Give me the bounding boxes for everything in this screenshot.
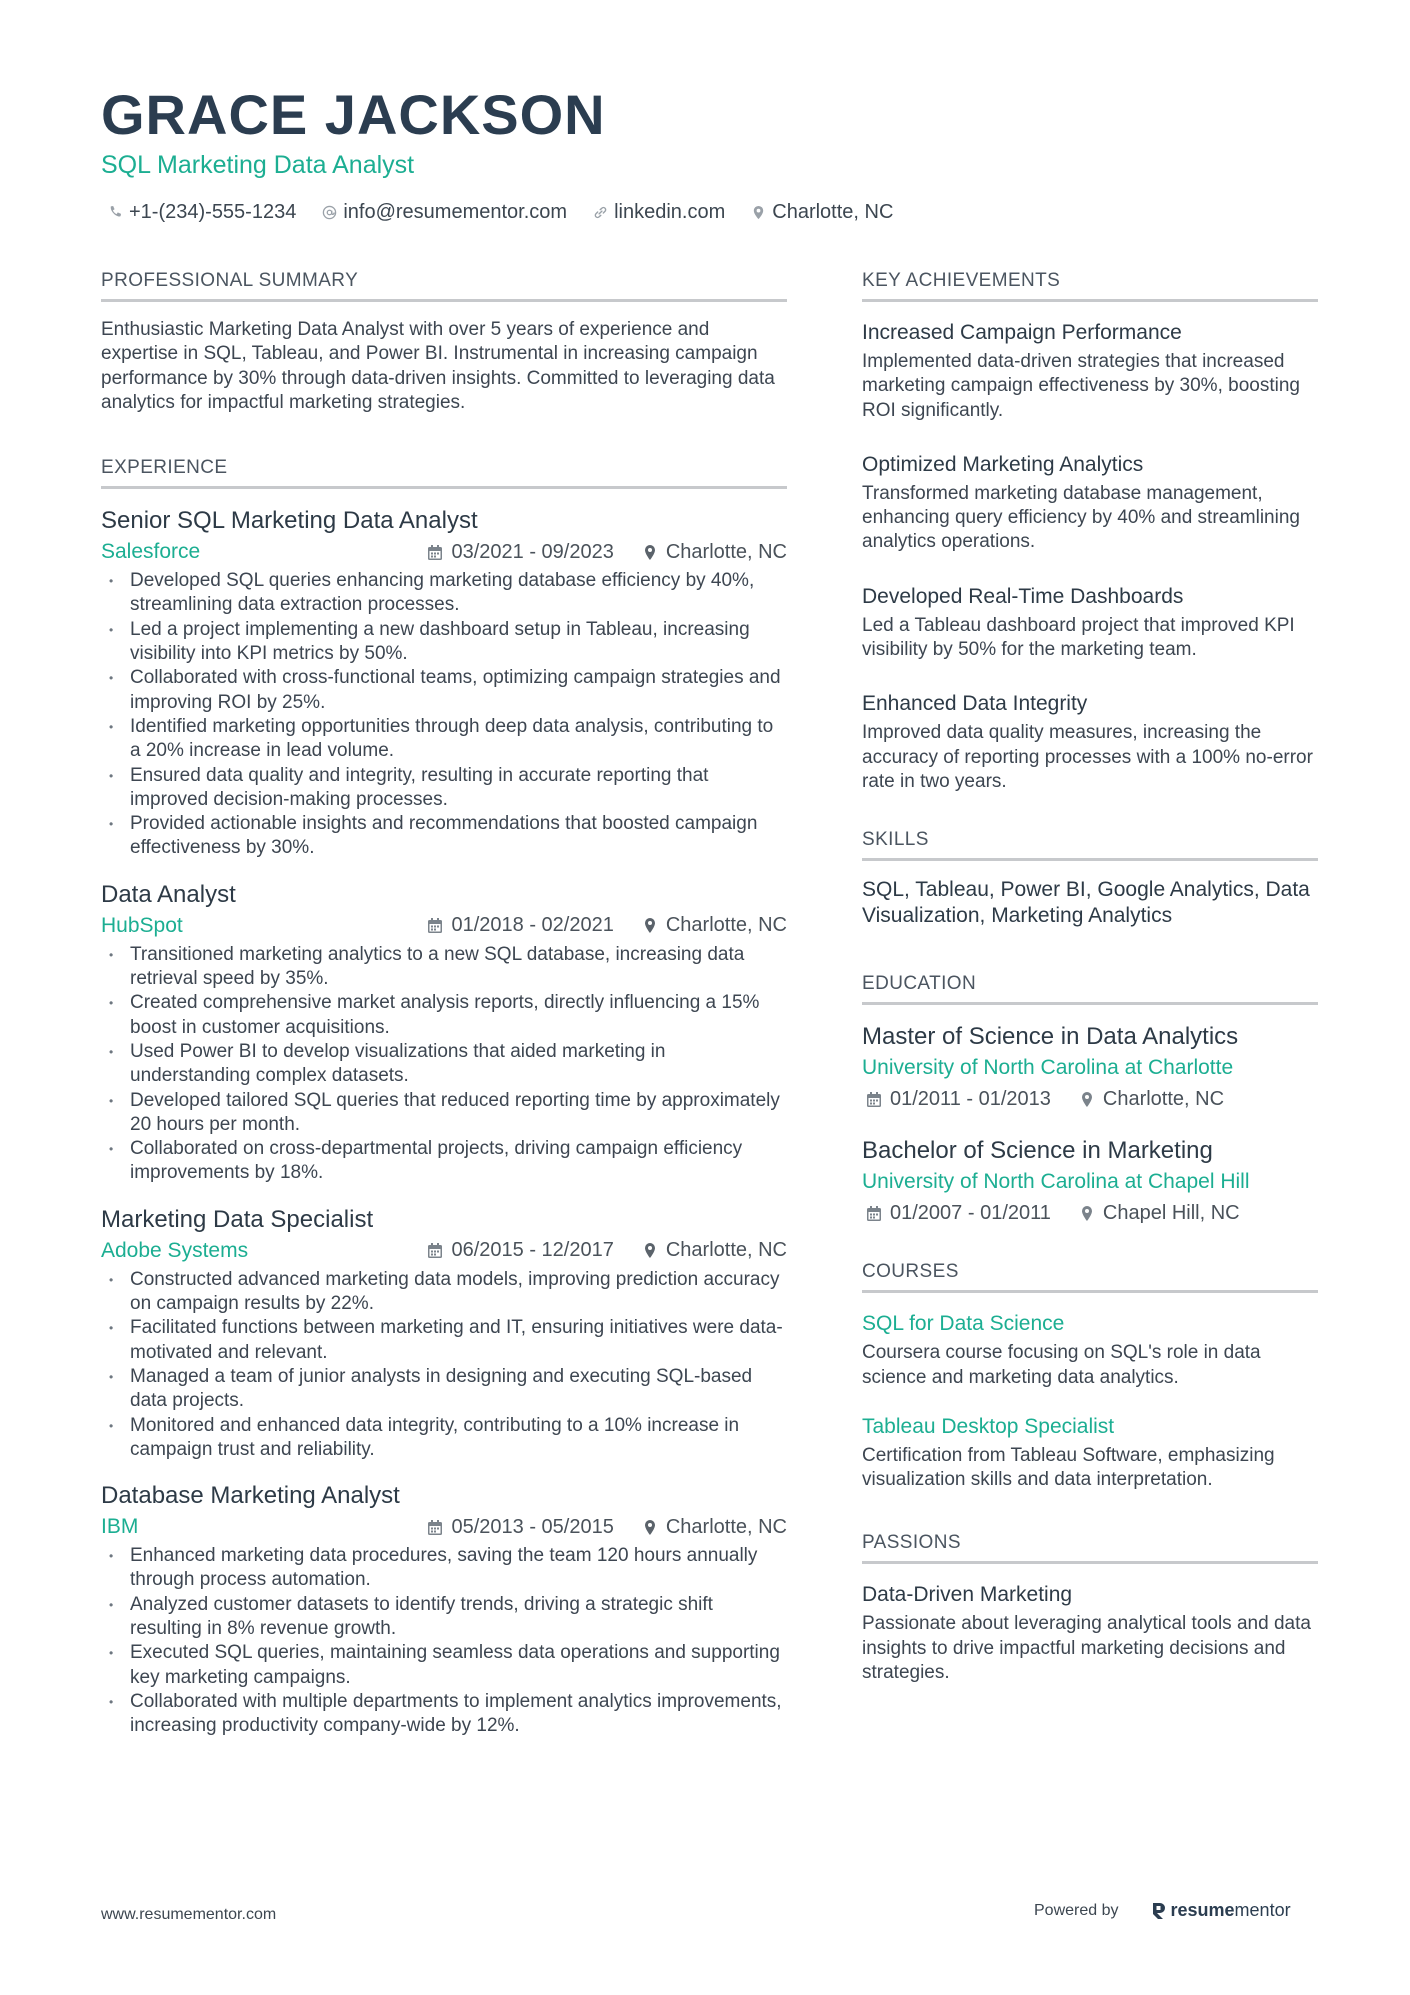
job-dates: 03/2021 - 09/2023 — [451, 540, 614, 563]
section-title-experience: EXPERIENCE — [101, 455, 787, 489]
achievement-title: Optimized Marketing Analytics — [862, 452, 1144, 476]
job-entry — [101, 1480, 787, 1738]
job-bullets — [101, 943, 787, 1186]
achievements-section — [862, 268, 1318, 794]
education-dates: 01/2011 - 01/2013 — [890, 1087, 1051, 1110]
school-name: University of North Carolina at Chapel Hill — [862, 1170, 1250, 1194]
link-icon — [593, 205, 608, 220]
contact-location — [751, 198, 893, 226]
location-icon — [642, 917, 658, 934]
bullet-item: • Monitored and enhanced data integrity, contributing to a 10% increase in campaign trust and reliability. — [101, 1414, 787, 1463]
achievement-text: Led a Tableau dashboard project that improved KPI visibility by 50% for the marketing team. — [862, 614, 1295, 661]
job-bullets — [101, 1268, 787, 1462]
bullet-item: • Developed SQL queries enhancing marketing database efficiency by 40%, streamlining data extraction processes. — [101, 569, 787, 618]
achievement-text: Implemented data-driven strategies that increased marketing campaign effectiveness by 30%, boosting ROI significantly. — [862, 351, 1300, 421]
location-icon — [1079, 1205, 1095, 1222]
job-title: Marketing Data Specialist — [101, 1205, 374, 1233]
experience-section — [101, 455, 787, 1738]
courses-section — [862, 1259, 1318, 1492]
education-location: Chapel Hill, NC — [1102, 1201, 1240, 1224]
job-entry — [101, 505, 787, 861]
job-meta — [101, 1236, 787, 1266]
resumementor-logo-icon — [1151, 1901, 1167, 1921]
school-name: University of North Carolina at Charlotte — [862, 1056, 1234, 1080]
bullet-item: • Transitioned marketing analytics to a new SQL database, increasing data retrieval speed by 35%. — [101, 943, 787, 992]
education-item — [862, 1021, 1318, 1115]
skills-section — [862, 827, 1318, 929]
education-item — [862, 1135, 1318, 1229]
bullet-item: • Created comprehensive market analysis reports, directly influencing a 15% boost in customer acquisitions. — [101, 991, 787, 1040]
bullet-item: • Enhanced marketing data procedures, saving the team 120 hours annually through process automation. — [101, 1544, 787, 1593]
achievement-text: Improved data quality measures, increasing the accuracy of reporting processes with a 100% no-error rate in two years. — [862, 722, 1313, 792]
course-item — [862, 1412, 1318, 1493]
job-meta — [101, 911, 787, 941]
bullet-item: • Ensured data quality and integrity, resulting in accurate reporting that improved decision-making processes. — [101, 764, 787, 813]
job-title: Senior SQL Marketing Data Analyst — [101, 507, 478, 535]
at-icon — [322, 205, 337, 220]
contact-phone-text: +1-(234)-555-1234 — [129, 201, 297, 223]
job-meta — [101, 537, 787, 567]
contact-email-text: info@resumementor.com — [343, 201, 568, 223]
achievement-item — [862, 689, 1318, 794]
phone-icon — [108, 205, 123, 220]
calendar-icon — [427, 1242, 443, 1259]
job-entry — [101, 879, 787, 1186]
course-item — [862, 1309, 1318, 1390]
bullet-item: • Collaborated with cross-functional teams, optimizing campaign strategies and improving ROI by 25%. — [101, 666, 787, 715]
achievement-title: Increased Campaign Performance — [862, 321, 1182, 344]
brand-logo[interactable] — [1151, 1900, 1291, 1921]
degree-title: Bachelor of Science in Marketing — [862, 1137, 1213, 1165]
contact-email[interactable] — [322, 198, 567, 226]
section-title-summary: PROFESSIONAL SUMMARY — [101, 268, 787, 302]
job-location: Charlotte, NC — [665, 1239, 787, 1262]
contact-bar — [108, 198, 893, 226]
summary-text: Enthusiastic Marketing Data Analyst with over 5 years of experience and expertise in SQL, Tableau, and Power BI. Instrumental in increasing campaign performance by 30% through data-driven insights. Committed to leveraging data analytics for impactful marketing strategies. — [101, 319, 775, 413]
left-column — [101, 268, 787, 1756]
achievement-item — [862, 450, 1318, 555]
job-entry — [101, 1204, 787, 1462]
footer-website[interactable]: www.resumementor.com — [101, 1906, 277, 1923]
contact-linkedin[interactable] — [593, 198, 725, 226]
bullet-item: • Facilitated functions between marketing and IT, ensuring initiatives were data-motivated and relevant. — [101, 1316, 787, 1365]
section-title-education: EDUCATION — [862, 971, 1318, 1005]
section-title-courses: COURSES — [862, 1259, 1318, 1293]
bullet-item: • Provided actionable insights and recommendations that boosted campaign effectiveness by 30%. — [101, 812, 787, 861]
achievement-item — [862, 318, 1318, 423]
bullet-item: • Collaborated with multiple departments to implement analytics improvements, increasing productivity company-wide by 12%. — [101, 1690, 787, 1739]
bullet-item: • Developed tailored SQL queries that reduced reporting time by approximately 20 hours per month. — [101, 1089, 787, 1138]
education-meta — [862, 1083, 1318, 1115]
location-icon — [642, 1519, 658, 1536]
contact-linkedin-text: linkedin.com — [614, 201, 726, 223]
job-bullets — [101, 1544, 787, 1738]
section-title-skills: SKILLS — [862, 827, 1318, 861]
degree-title: Master of Science in Data Analytics — [862, 1023, 1239, 1051]
job-location: Charlotte, NC — [665, 540, 787, 563]
location-icon — [642, 1242, 658, 1259]
company-name: HubSpot — [101, 913, 183, 937]
location-icon — [1079, 1091, 1095, 1108]
candidate-name: GRACE JACKSON — [101, 83, 606, 146]
passions-section — [862, 1530, 1318, 1685]
contact-location-text: Charlotte, NC — [772, 201, 894, 223]
education-location: Charlotte, NC — [1102, 1087, 1225, 1110]
calendar-icon — [866, 1205, 882, 1222]
education-meta — [862, 1197, 1318, 1229]
skills-text: SQL, Tableau, Power BI, Google Analytics, Data Visualization, Marketing Analytics — [862, 878, 1310, 928]
bullet-item: • Constructed advanced marketing data models, improving prediction accuracy on campaign results by 22%. — [101, 1268, 787, 1317]
location-icon — [751, 205, 766, 220]
calendar-icon — [866, 1091, 882, 1108]
course-text: Coursera course focusing on SQL's role in data science and marketing data analytics. — [862, 1342, 1261, 1388]
contact-phone[interactable] — [108, 198, 296, 226]
bullet-item: • Used Power BI to develop visualizations that aided marketing in understanding complex datasets. — [101, 1040, 787, 1089]
footer-branding — [1034, 1900, 1291, 1921]
section-title-passions: PASSIONS — [862, 1530, 1318, 1564]
job-dates: 05/2013 - 05/2015 — [451, 1515, 614, 1538]
job-dates: 06/2015 - 12/2017 — [451, 1239, 614, 1262]
achievement-item — [862, 582, 1318, 663]
course-title: SQL for Data Science — [862, 1312, 1065, 1336]
job-title: Data Analyst — [101, 880, 236, 908]
bullet-item: • Collaborated on cross-departmental projects, driving campaign efficiency improvements by 18%. — [101, 1137, 787, 1186]
candidate-role: SQL Marketing Data Analyst — [101, 151, 415, 179]
job-bullets — [101, 569, 787, 861]
bullet-item: • Managed a team of junior analysts in designing and executing SQL-based data projects. — [101, 1365, 787, 1414]
calendar-icon — [427, 544, 443, 561]
achievement-title: Enhanced Data Integrity — [862, 692, 1088, 716]
location-icon — [642, 544, 658, 561]
course-title: Tableau Desktop Specialist — [862, 1414, 1115, 1438]
company-name: Adobe Systems — [101, 1238, 249, 1262]
calendar-icon — [427, 917, 443, 934]
achievement-title: Developed Real-Time Dashboards — [862, 584, 1184, 608]
job-meta — [101, 1512, 787, 1542]
brand-name-bold: resume — [1170, 1900, 1235, 1920]
company-name: Salesforce — [101, 540, 201, 564]
job-title: Database Marketing Analyst — [101, 1482, 400, 1510]
powered-by-label: Powered by — [1034, 1901, 1119, 1919]
company-name: IBM — [101, 1515, 139, 1539]
course-text: Certification from Tableau Software, emphasizing visualization skills and data interpretation. — [862, 1444, 1275, 1491]
education-section — [862, 971, 1318, 1229]
bullet-item: • Executed SQL queries, maintaining seamless data operations and supporting key marketing campaigns. — [101, 1641, 787, 1690]
bullet-item: • Identified marketing opportunities through deep data analysis, contributing to a 20% increase in lead volume. — [101, 715, 787, 764]
section-title-achievements: KEY ACHIEVEMENTS — [862, 268, 1318, 302]
job-location: Charlotte, NC — [665, 914, 787, 937]
passion-title: Data-Driven Marketing — [862, 1583, 1073, 1607]
summary-section — [101, 268, 787, 415]
education-dates: 01/2007 - 01/2011 — [890, 1201, 1051, 1224]
right-column — [862, 268, 1318, 1725]
job-dates: 01/2018 - 02/2021 — [451, 914, 614, 937]
bullet-item: • Led a project implementing a new dashboard setup in Tableau, increasing visibility into KPI metrics by 50%. — [101, 618, 787, 667]
achievement-text: Transformed marketing database management, enhancing query efficiency by 40% and streamlining analytics operations. — [862, 482, 1300, 553]
job-location: Charlotte, NC — [665, 1515, 787, 1538]
calendar-icon — [427, 1519, 443, 1536]
passion-text: Passionate about leveraging analytical tools and data insights to drive impactful marketing decisions and strategies. — [862, 1613, 1311, 1684]
brand-name-light: mentor — [1234, 1900, 1291, 1920]
bullet-item: • Analyzed customer datasets to identify trends, driving a strategic shift resulting in 8% revenue growth. — [101, 1593, 787, 1642]
